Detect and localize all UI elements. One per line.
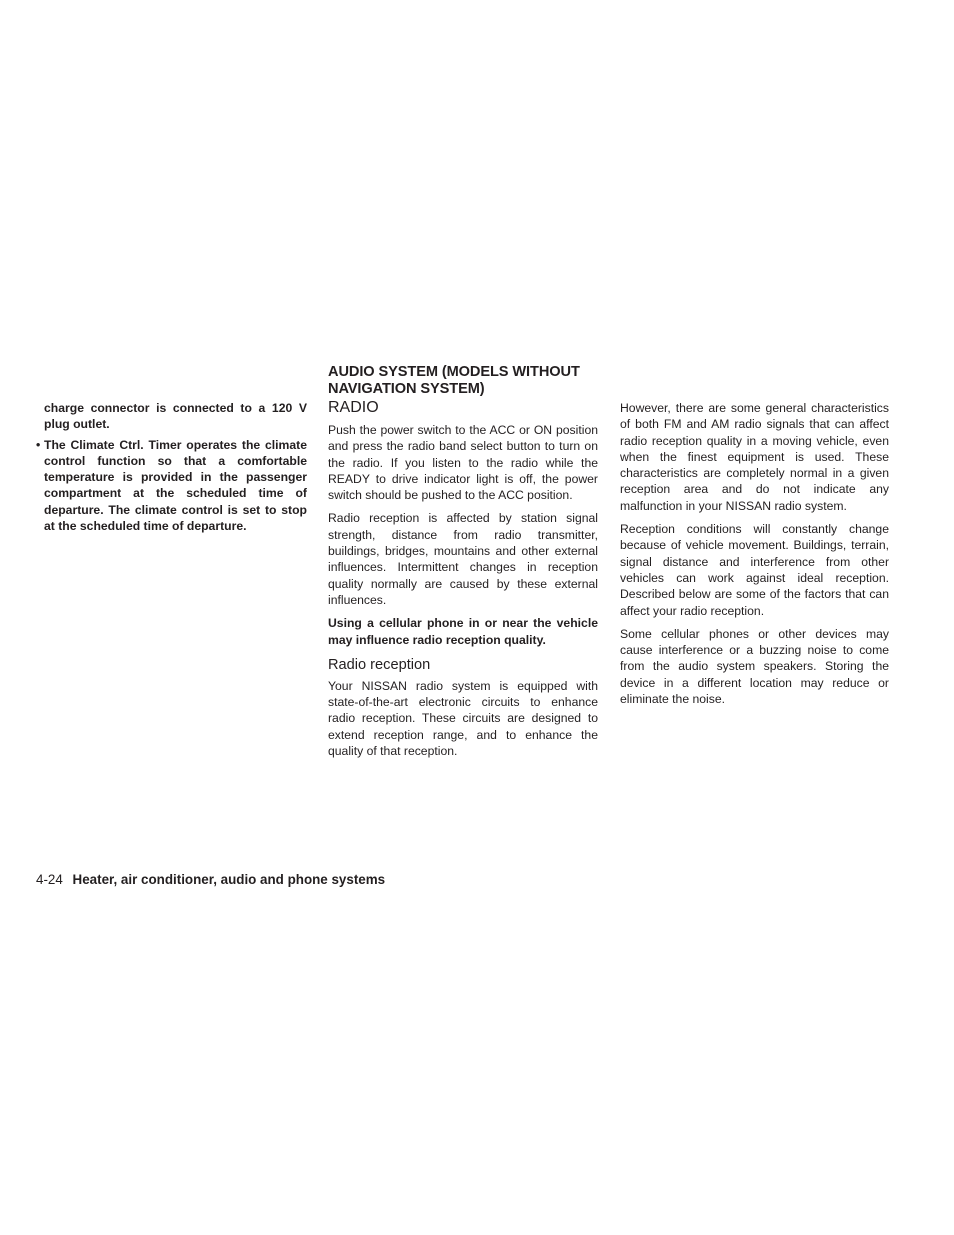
paragraph: Push the power switch to the ACC or ON position and press the radio band select button to turn on the radio. If you listen to the radio while the READY to drive indicator light is off, the power switch should be pushed to the ACC position. [328, 423, 598, 503]
minor-heading-radio-reception: Radio reception [328, 656, 431, 673]
paragraph: Reception conditions will constantly change because of vehicle movement. Buildings, terrain, signal distance and interference from other vehicles can work against ideal reception. Described below are some of the factors that can affect your radio reception. [620, 522, 889, 618]
paragraph: Your NISSAN radio system is equipped with state-of-the-art electronic circuits to enhance radio reception. These circuits are designed to extend reception range, and to enhance the quality of that reception. [328, 678, 598, 759]
middle-column [328, 364, 598, 759]
warning-text: Using a cellular phone in or near the vehicle may influence radio reception quality. [328, 616, 598, 647]
left-column [36, 400, 307, 534]
page-footer [36, 871, 385, 888]
paragraph: Radio reception is affected by station signal strength, distance from radio transmitter, buildings, bridges, mountains and other external influences. Intermittent changes in reception quality normally are caused by these external influences. [328, 511, 598, 607]
page-number: 4-24 [36, 872, 63, 887]
bullet-item-climate-timer [36, 437, 307, 535]
chapter-title: Heater, air conditioner, audio and phone systems [72, 872, 386, 887]
continued-text: charge connector is connected to a 120 V plug outlet. [44, 401, 307, 432]
paragraph: However, there are some general characteristics of both FM and AM radio signals that can affect radio reception quality in a moving vehicle, even when the finest equipment is used. These characteristics are completely normal in a given reception area and do not indicate any malfunction in your NISSAN radio system. [620, 401, 889, 513]
right-column [620, 400, 889, 707]
section-heading: AUDIO SYSTEM (MODELS WITHOUT NAVIGATION SYSTEM) [328, 364, 580, 397]
sub-heading-radio: RADIO [328, 399, 379, 416]
paragraph: Some cellular phones or other devices may cause interference or a buzzing noise to come from the audio system speakers. Storing the device in a different location may reduce or eliminate the noise. [620, 626, 889, 707]
bullet-icon: • [36, 437, 41, 452]
bullet-text: The Climate Ctrl. Timer operates the climate control function so that a comfortable temperature is provided in the passenger compartment at the scheduled time of departure. The climate control is set to stop at the scheduled time of departure. [44, 437, 307, 534]
